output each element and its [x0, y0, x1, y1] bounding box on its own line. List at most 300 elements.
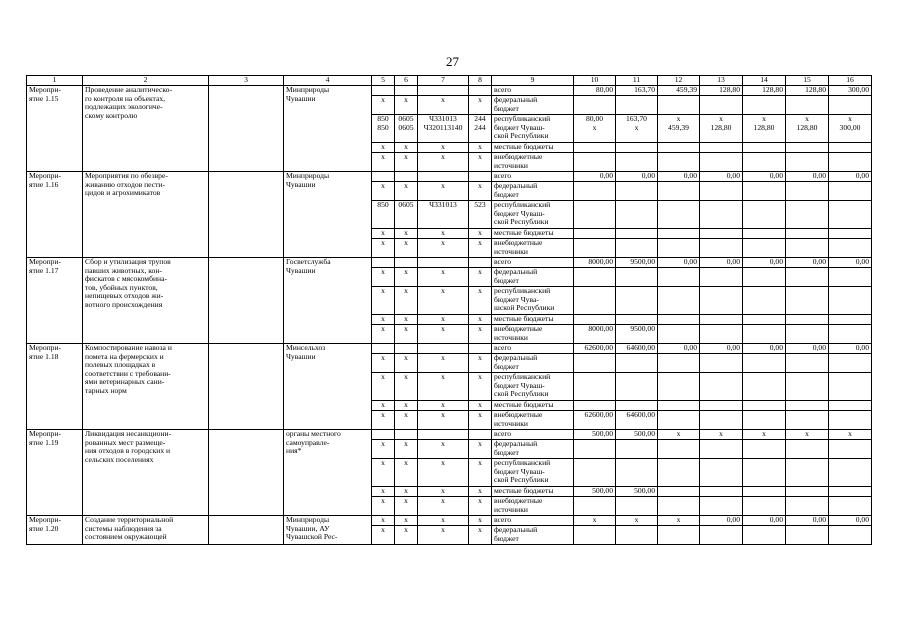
year-value-cell [658, 287, 700, 315]
column-number-cell: 5 [372, 76, 395, 86]
section-code-cell [395, 258, 418, 268]
column-number-cell: 14 [743, 76, 786, 86]
year-value-cell [658, 268, 700, 287]
section-code-cell [395, 344, 418, 354]
executor-cell: Госветслужба Чувашии [284, 258, 372, 344]
year-value-cell [786, 143, 829, 153]
year-value-cell: 300,00 [829, 86, 872, 96]
expense-type-cell: x [469, 487, 492, 497]
year-value-cell: 0,00 [616, 172, 658, 182]
expense-type-cell: x [469, 96, 492, 115]
year-value-cell [829, 373, 872, 401]
target-article-cell: x [418, 239, 469, 258]
year-value-cell [786, 411, 829, 430]
year-value-cell [700, 459, 743, 487]
year-value-cell: 163,70 [616, 86, 658, 96]
measure-code-cell: Меропри- ятие 1.15 [27, 86, 83, 172]
section-code-cell: x [395, 287, 418, 315]
section-code-cell: x [395, 239, 418, 258]
year-value-cell [616, 201, 658, 229]
year-value-cell [616, 153, 658, 172]
grbs-code-cell: x [372, 182, 395, 201]
year-value-cell [829, 239, 872, 258]
year-value-cell [829, 287, 872, 315]
column-number-cell: 7 [418, 76, 469, 86]
table-row [27, 258, 872, 268]
funding-source-cell: федеральный бюджет [492, 96, 574, 115]
year-value-cell: 8000,00 [574, 325, 616, 344]
grbs-code-cell [372, 344, 395, 354]
funding-source-cell: всего [492, 430, 574, 440]
target-article-cell [418, 430, 469, 440]
column-number-cell: 4 [284, 76, 372, 86]
expense-type-cell: x [469, 459, 492, 487]
column-3-cell [209, 258, 284, 344]
year-value-cell: 0,00 [743, 172, 786, 182]
measure-code-cell: Меропри- ятие 1.18 [27, 344, 83, 430]
grbs-code-cell: x [372, 315, 395, 325]
grbs-code-cell: x [372, 325, 395, 344]
year-value-cell: 500,00 [616, 487, 658, 497]
year-value-cell [616, 239, 658, 258]
year-value-cell [743, 354, 786, 373]
year-value-cell [829, 315, 872, 325]
section-code-cell: x [395, 497, 418, 516]
expense-type-cell: x [469, 268, 492, 287]
year-value-cell [658, 239, 700, 258]
expense-type-cell: x [469, 516, 492, 526]
year-value-cell: 0,00 [829, 344, 872, 354]
year-value-cell [743, 201, 786, 229]
funding-source-cell: местные бюджеты [492, 401, 574, 411]
funding-source-cell: внебюджетные источники [492, 239, 574, 258]
year-value-cell [574, 239, 616, 258]
budget-table [26, 75, 872, 545]
funding-source-cell: всего [492, 86, 574, 96]
year-value-cell [829, 153, 872, 172]
section-code-cell [395, 172, 418, 182]
target-article-cell: x [418, 143, 469, 153]
year-value-cell [743, 153, 786, 172]
year-value-cell [743, 315, 786, 325]
year-value-cell [700, 325, 743, 344]
year-value-cell [658, 401, 700, 411]
year-value-cell [700, 440, 743, 459]
expense-type-cell: x [469, 401, 492, 411]
column-3-cell [209, 430, 284, 516]
year-value-cell [700, 354, 743, 373]
expense-type-cell [469, 172, 492, 182]
funding-source-cell: республиканский бюджет Чуваш- ской Республики [492, 201, 574, 229]
funding-source-cell: республиканский бюджет Чува- шской Республики [492, 287, 574, 315]
year-value-cell [786, 96, 829, 115]
year-value-cell [574, 440, 616, 459]
year-value-cell [743, 373, 786, 401]
year-value-cell [829, 201, 872, 229]
section-code-cell: x [395, 325, 418, 344]
year-value-cell [829, 487, 872, 497]
year-value-cell: x [574, 516, 616, 526]
year-value-cell [574, 229, 616, 239]
year-value-cell: x 128,80 [700, 115, 743, 143]
year-value-cell: x [658, 516, 700, 526]
year-value-cell [786, 239, 829, 258]
year-value-cell [829, 401, 872, 411]
section-code-cell: x [395, 526, 418, 545]
funding-source-cell: местные бюджеты [492, 143, 574, 153]
target-article-cell: x [418, 153, 469, 172]
year-value-cell [658, 487, 700, 497]
measure-name-cell: Ликвидация несанкциони- рованных мест размеще- ния отходов в городских и сельских поселениях [83, 430, 209, 516]
year-value-cell [658, 315, 700, 325]
expense-type-cell: x [469, 497, 492, 516]
year-value-cell [829, 96, 872, 115]
year-value-cell [700, 268, 743, 287]
column-number-cell: 11 [616, 76, 658, 86]
column-number-row [27, 76, 872, 86]
year-value-cell [786, 497, 829, 516]
year-value-cell [743, 497, 786, 516]
target-article-cell [418, 344, 469, 354]
section-code-cell: x [395, 229, 418, 239]
year-value-cell [574, 315, 616, 325]
year-value-cell [700, 201, 743, 229]
year-value-cell: 163,70 x [616, 115, 658, 143]
year-value-cell [743, 459, 786, 487]
funding-source-cell: республиканский бюджет Чуваш- ской Республики [492, 459, 574, 487]
year-value-cell [616, 229, 658, 239]
year-value-cell [574, 497, 616, 516]
year-value-cell [700, 239, 743, 258]
year-value-cell [786, 354, 829, 373]
column-number-cell: 6 [395, 76, 418, 86]
expense-type-cell [469, 258, 492, 268]
target-article-cell: x [418, 487, 469, 497]
section-code-cell: x [395, 96, 418, 115]
section-code-cell: x [395, 354, 418, 373]
page-number: 27 [446, 54, 459, 69]
section-code-cell: x [395, 440, 418, 459]
expense-type-cell: x [469, 354, 492, 373]
target-article-cell [418, 258, 469, 268]
year-value-cell [829, 182, 872, 201]
year-value-cell [700, 487, 743, 497]
expense-type-cell: x [469, 373, 492, 401]
column-number-cell: 8 [469, 76, 492, 86]
expense-type-cell: x [469, 287, 492, 315]
year-value-cell [658, 440, 700, 459]
table-row [27, 430, 872, 440]
year-value-cell [658, 96, 700, 115]
table-body [27, 76, 872, 545]
year-value-cell [743, 325, 786, 344]
funding-source-cell: внебюджетные источники [492, 325, 574, 344]
year-value-cell [786, 153, 829, 172]
year-value-cell: x [829, 430, 872, 440]
grbs-code-cell [372, 430, 395, 440]
year-value-cell [829, 440, 872, 459]
funding-source-cell: всего [492, 516, 574, 526]
section-code-cell [395, 86, 418, 96]
column-3-cell [209, 86, 284, 172]
year-value-cell [616, 354, 658, 373]
target-article-cell: x [418, 229, 469, 239]
year-value-cell [700, 401, 743, 411]
target-article-cell: x [418, 526, 469, 545]
table-row [27, 172, 872, 182]
year-value-cell: 8000,00 [574, 258, 616, 268]
year-value-cell [743, 96, 786, 115]
funding-source-cell: местные бюджеты [492, 487, 574, 497]
grbs-code-cell: x [372, 153, 395, 172]
year-value-cell [829, 325, 872, 344]
section-code-cell: x [395, 516, 418, 526]
year-value-cell [743, 143, 786, 153]
executor-cell: Минсельхоз Чувашии [284, 344, 372, 430]
year-value-cell [574, 526, 616, 545]
funding-source-cell: федеральный бюджет [492, 526, 574, 545]
section-code-cell: x [395, 182, 418, 201]
grbs-code-cell: x [372, 287, 395, 315]
expense-type-cell: x [469, 325, 492, 344]
section-code-cell: x [395, 373, 418, 401]
year-value-cell: 62600,00 [574, 344, 616, 354]
column-3-cell [209, 344, 284, 430]
funding-source-cell: федеральный бюджет [492, 268, 574, 287]
year-value-cell: 0,00 [574, 172, 616, 182]
year-value-cell: 64600,00 [616, 344, 658, 354]
funding-source-cell: федеральный бюджет [492, 354, 574, 373]
section-code-cell: 0605 0605 [395, 115, 418, 143]
year-value-cell [658, 229, 700, 239]
expense-type-cell: x [469, 239, 492, 258]
target-article-cell [418, 172, 469, 182]
funding-source-cell: местные бюджеты [492, 315, 574, 325]
column-number-cell: 1 [27, 76, 83, 86]
year-value-cell: 0,00 [829, 516, 872, 526]
year-value-cell [786, 440, 829, 459]
section-code-cell: 0605 [395, 201, 418, 229]
year-value-cell [700, 229, 743, 239]
column-number-cell: 2 [83, 76, 209, 86]
target-article-cell: x [418, 325, 469, 344]
column-number-cell: 13 [700, 76, 743, 86]
year-value-cell [658, 182, 700, 201]
target-article-cell: Ч331013 Ч320113140 [418, 115, 469, 143]
year-value-cell [616, 526, 658, 545]
year-value-cell: 0,00 [700, 172, 743, 182]
year-value-cell [616, 401, 658, 411]
measure-name-cell: Создание территориальной системы наблюдения за состоянием окружающей [83, 516, 209, 545]
expense-type-cell: x [469, 153, 492, 172]
funding-source-cell: местные бюджеты [492, 229, 574, 239]
year-value-cell: 0,00 [700, 344, 743, 354]
year-value-cell: 0,00 [700, 516, 743, 526]
funding-source-cell: федеральный бюджет [492, 440, 574, 459]
executor-cell: Минприроды Чувашии [284, 86, 372, 172]
year-value-cell [829, 143, 872, 153]
target-article-cell [418, 86, 469, 96]
year-value-cell [574, 153, 616, 172]
year-value-cell [743, 182, 786, 201]
grbs-code-cell: x [372, 96, 395, 115]
year-value-cell [786, 401, 829, 411]
grbs-code-cell: x [372, 268, 395, 287]
year-value-cell: 0,00 [829, 172, 872, 182]
measure-name-cell: Компостирование навоза и помета на фермерских и полевых площадках в соответствии с требовани- ями ветеринарных сани- тарных норм [83, 344, 209, 430]
year-value-cell [574, 354, 616, 373]
year-value-cell [658, 354, 700, 373]
year-value-cell [616, 315, 658, 325]
year-value-cell [658, 459, 700, 487]
grbs-code-cell: x [372, 497, 395, 516]
executor-cell: Минприроды Чувашии [284, 172, 372, 258]
column-3-cell [209, 516, 284, 545]
funding-source-cell: внебюджетные источники [492, 153, 574, 172]
year-value-cell: 80,00 x [574, 115, 616, 143]
year-value-cell: 128,80 [743, 86, 786, 96]
target-article-cell: x [418, 440, 469, 459]
year-value-cell [786, 182, 829, 201]
grbs-code-cell: x [372, 373, 395, 401]
expense-type-cell: 244 244 [469, 115, 492, 143]
target-article-cell: x [418, 516, 469, 526]
target-article-cell: x [418, 459, 469, 487]
year-value-cell: x 459,39 [658, 115, 700, 143]
year-value-cell [786, 325, 829, 344]
year-value-cell: 0,00 [786, 258, 829, 268]
target-article-cell: x [418, 268, 469, 287]
year-value-cell [743, 487, 786, 497]
target-article-cell: x [418, 401, 469, 411]
grbs-code-cell [372, 172, 395, 182]
year-value-cell [829, 526, 872, 545]
year-value-cell [743, 287, 786, 315]
year-value-cell [786, 526, 829, 545]
year-value-cell [743, 411, 786, 430]
year-value-cell [700, 287, 743, 315]
target-article-cell: x [418, 96, 469, 115]
year-value-cell [616, 440, 658, 459]
measure-code-cell: Меропри- ятие 1.17 [27, 258, 83, 344]
year-value-cell [786, 287, 829, 315]
grbs-code-cell: x [372, 516, 395, 526]
year-value-cell [616, 459, 658, 487]
column-3-cell [209, 172, 284, 258]
year-value-cell [700, 153, 743, 172]
year-value-cell: x 300,00 [829, 115, 872, 143]
year-value-cell: 500,00 [574, 430, 616, 440]
target-article-cell: x [418, 354, 469, 373]
year-value-cell: 0,00 [786, 516, 829, 526]
year-value-cell [786, 487, 829, 497]
year-value-cell [743, 239, 786, 258]
grbs-code-cell: 850 850 [372, 115, 395, 143]
measure-name-cell: Проведение аналитическо- го контроля на объектах, подлежащих экологиче- скому контролю [83, 86, 209, 172]
year-value-cell: x [743, 430, 786, 440]
year-value-cell [574, 401, 616, 411]
year-value-cell [700, 182, 743, 201]
section-code-cell: x [395, 153, 418, 172]
year-value-cell [700, 373, 743, 401]
funding-source-cell: внебюджетные источники [492, 497, 574, 516]
measure-code-cell: Меропри- ятие 1.20 [27, 516, 83, 545]
year-value-cell: x 128,80 [786, 115, 829, 143]
year-value-cell: 0,00 [786, 172, 829, 182]
year-value-cell [829, 497, 872, 516]
year-value-cell [658, 153, 700, 172]
funding-source-cell: федеральный бюджет [492, 182, 574, 201]
year-value-cell: 500,00 [574, 487, 616, 497]
column-number-cell: 12 [658, 76, 700, 86]
year-value-cell [574, 268, 616, 287]
year-value-cell [829, 411, 872, 430]
expense-type-cell: x [469, 526, 492, 545]
year-value-cell [574, 143, 616, 153]
expense-type-cell: x [469, 411, 492, 430]
executor-cell: органы местного самоуправле- ния* [284, 430, 372, 516]
year-value-cell [700, 411, 743, 430]
measure-name-cell: Мероприятия по обезвре- живанию отходов пести- цидов и агрохимикатов [83, 172, 209, 258]
funding-source-cell: республиканский бюджет Чуваш- ской Республики [492, 373, 574, 401]
year-value-cell [743, 526, 786, 545]
year-value-cell [616, 268, 658, 287]
year-value-cell: 128,80 [786, 86, 829, 96]
year-value-cell [700, 143, 743, 153]
grbs-code-cell [372, 258, 395, 268]
year-value-cell [700, 96, 743, 115]
target-article-cell: x [418, 411, 469, 430]
target-article-cell: x [418, 315, 469, 325]
year-value-cell [786, 459, 829, 487]
funding-source-cell: внебюджетные источники [492, 411, 574, 430]
year-value-cell [616, 287, 658, 315]
year-value-cell: 0,00 [743, 344, 786, 354]
target-article-cell: x [418, 287, 469, 315]
year-value-cell: x 128,80 [743, 115, 786, 143]
target-article-cell: x [418, 497, 469, 516]
year-value-cell [786, 229, 829, 239]
year-value-cell: 64600,00 [616, 411, 658, 430]
year-value-cell: 459,39 [658, 86, 700, 96]
year-value-cell [616, 143, 658, 153]
section-code-cell [395, 430, 418, 440]
year-value-cell [658, 201, 700, 229]
section-code-cell: x [395, 459, 418, 487]
expense-type-cell [469, 86, 492, 96]
year-value-cell [574, 201, 616, 229]
section-code-cell: x [395, 268, 418, 287]
year-value-cell [700, 497, 743, 516]
year-value-cell [743, 401, 786, 411]
section-code-cell: x [395, 487, 418, 497]
year-value-cell [658, 526, 700, 545]
target-article-cell: x [418, 373, 469, 401]
grbs-code-cell: 850 [372, 201, 395, 229]
year-value-cell [616, 373, 658, 401]
year-value-cell: 0,00 [658, 344, 700, 354]
section-code-cell: x [395, 315, 418, 325]
year-value-cell [574, 182, 616, 201]
year-value-cell: 9500,00 [616, 258, 658, 268]
funding-source-cell: всего [492, 172, 574, 182]
year-value-cell [574, 459, 616, 487]
year-value-cell: 0,00 [829, 258, 872, 268]
column-number-cell: 15 [786, 76, 829, 86]
executor-cell: Минприроды Чувашии, АУ Чувашской Рес- [284, 516, 372, 545]
grbs-code-cell: x [372, 229, 395, 239]
grbs-code-cell: x [372, 526, 395, 545]
